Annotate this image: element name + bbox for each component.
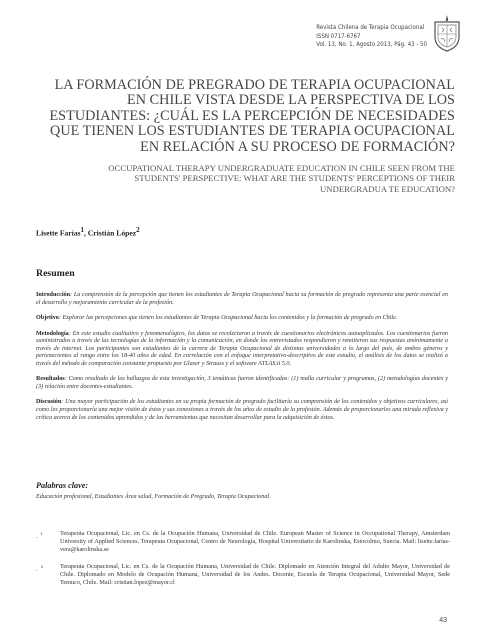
page-number: 43: [439, 617, 447, 624]
section-text: : Una mayor participación de los estudiantes en su propia formación de pregrado facilitaría su comprensión de los contenidos y objetivos curriculares, así como les proporcionaría una mejor visión de éstos y sus conexiones a través de los años de estudio de la profesión. Además de proporcionarles una mirada reflexiva y crítica acerca de los contenidos aprendidos y de las herramientas que necesitan desarrollar para la adquisición de éstos.: [36, 399, 448, 421]
subtitle-line: UNDERGRADUA TE EDUCATION?: [320, 183, 455, 194]
author-separator: ,: [84, 228, 88, 238]
journal-header: [316, 24, 427, 50]
section-text: : Explorar las percepciones que tienen los estudiantes de Terapia Ocupacional hacia los contenidos y la formación de pregrado en Chile.: [58, 315, 398, 322]
abstract-section-metodologia: [36, 331, 448, 369]
section-label: Introducción: [36, 292, 71, 298]
author-affiliation-mark: 2: [136, 226, 140, 234]
article-title-spanish: [40, 78, 455, 155]
section-label: Metodología: [36, 330, 69, 337]
university-seal-icon: [431, 13, 463, 53]
journal-volume: Vol. 13, No. 1, Agosto 2013, Pág. 43 - 50: [316, 41, 427, 49]
footnote-2: [36, 563, 450, 586]
abstract-heading: Resumen: [36, 268, 75, 279]
section-text: : La comprensión de la percepción que tienen los estudiantes de Terapia Ocupacional hacia su formación de pregrado representa una parte esencial en el desarrollo y mejoramiento curricular de la profesión.: [36, 292, 448, 306]
footnote-text: Terapeuta Ocupacional, Lic. en Cs. de la Ocupación Humana, Universidad de Chile. Diplomado en Atención Integral del Adulto Mayor, Universidad de Chile. Diplomado en Modelo de Ocupación Humana, Universidad de los Andes. Docente, Escuela de Terapia Ocupacional, Universidad Mayor, Sede Temuco, Chile. Mail: cristian.lopez@mayor.cl: [60, 563, 450, 586]
author-affiliation-mark: 1: [80, 226, 84, 234]
section-text: : En este estudio cualitativo y fenomenológico, los datos se recolectaron a través de cuestionarios electrónicos autoaplicados. Los cuestionarios fueron suministrados a través de las tecnologías de la información y la comunicación, en donde los entrevistados respondieron y remitieron sus respuestas anónimamente a través de internet. Los participantes son estudiantes de la carrera de Terapia Ocupacional de distintas universidades a lo largo del país, de ambos géneros y pertenecientes al rango entre los 18-40 años de edad. En correlación con el enfoque interpretativo-descriptivo de este estudio, el análisis de los datos se realizó a través del método de comparación constante propuesto por Glaser y Strauss y el software ATLAS.ti 5.0.: [36, 330, 448, 367]
author-name: Cristián López: [87, 228, 137, 238]
keywords-heading: Palabras clave:: [36, 481, 89, 490]
journal-issn: ISSN 0717-6767: [316, 32, 361, 40]
abstract-body: [36, 292, 448, 430]
footnote-1: [36, 530, 450, 553]
article-title-english: [60, 163, 455, 194]
section-label: Objetivo: [36, 315, 59, 322]
title-line: EN RELACIÓN A SU PROCESO DE FORMACIÓN?: [140, 138, 455, 155]
section-label: Discusión: [36, 399, 62, 406]
abstract-section-resultados: [36, 376, 448, 391]
footnote-number: 2: [40, 564, 43, 570]
keywords-text: Educación profesional, Estudiantes Área salud, Formación de Pregrado, Terapia Ocupacional.: [36, 494, 271, 500]
author-list: [36, 226, 140, 238]
subtitle-line: OCCUPATIONAL THERAPY UNDERGRADUATE EDUCATION IN CHILE SEEN FROM THE: [108, 163, 455, 173]
footnote-marker: [36, 530, 43, 541]
author-name: Lisette Farías: [36, 228, 81, 238]
footnote-text: Terapeuta Ocupacional, Lic. en Cs. de la Ocupación Humana, Universidad de Chile. European Master of Science in Occupational Therapy, Amsterdam University of Applied Sciences. Terapeuta Ocupacional, Centro de Neurología, Hospital Universitario de Karolinska, Estocolmo, Suecia. Mail: lisette.farias-vera@karolinska.se: [60, 530, 450, 553]
subtitle-line: STUDENTS' PERSPECTIVE: WHAT ARE THE STUDENTS' PERCEPTIONS OF THEIR: [134, 173, 455, 184]
journal-name: Revista Chilena de Terapia Ocupacional: [316, 24, 425, 31]
footnotes: [36, 530, 450, 597]
title-line: QUE TIENEN LOS ESTUDIANTES DE TERAPIA OCUPACIONAL: [50, 123, 455, 140]
title-line: LA FORMACIÓN DE PREGRADO DE TERAPIA OCUPACIONAL: [54, 77, 455, 93]
footnote-number: 1: [40, 531, 43, 536]
footnote-bullet: .: [36, 566, 38, 574]
section-text: : Como resultado de los hallazgos de esta investigación, 3 temáticas fueron identificadas: (1) malla curricular y programas, (2) metodologías docentes y (3) relación entre docentes-estudiantes.: [36, 376, 448, 390]
section-label: Resultados: [36, 376, 65, 383]
abstract-section-introduccion: [36, 292, 448, 307]
title-line: ESTUDIANTES: ¿CUÁL ES LA PERCEPCIÓN DE NECESIDADES: [49, 107, 455, 124]
abstract-section-discusion: [36, 399, 448, 422]
abstract-section-objetivo: [36, 315, 448, 323]
footnote-marker: [36, 563, 43, 574]
title-line: EN CHILE VISTA DESDE LA PERSPECTIVA DE LOS: [127, 92, 455, 109]
footnote-bullet: .: [36, 533, 38, 541]
